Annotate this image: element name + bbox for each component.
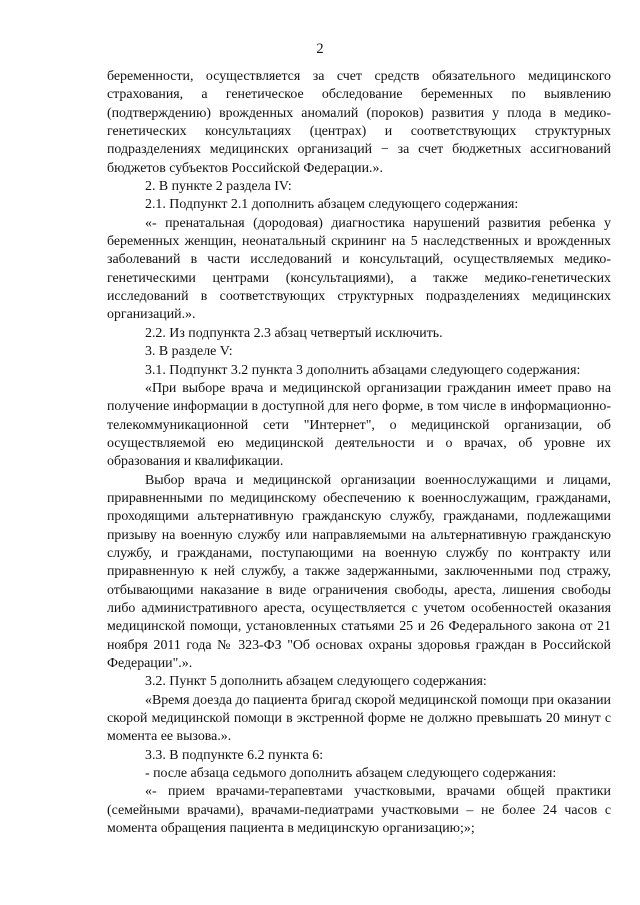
- paragraph-after-seventh: - после абзаца седьмого дополнить абзацем следующего содержания:: [145, 766, 557, 782]
- item-2-1: 2.1. Подпункт 2.1 дополнить абзацем следующего содержания:: [145, 197, 519, 213]
- quoted-paragraph-ambulance: «Время доезда до пациента бригад скорой медицинской помощи при оказании скорой медицинской помощи в экстренной форме не должно превышать 20 минут с момента ее вызова.».: [107, 692, 611, 745]
- item-3-2: 3.2. Пункт 5 дополнить абзацем следующего содержания:: [145, 674, 487, 690]
- page-number: 2: [316, 41, 324, 57]
- item-2-heading: 2. В пункте 2 раздела IV:: [145, 179, 292, 195]
- quoted-paragraph-reception: «- прием врачами-терапевтами участковыми, врачами общей практики (семейными врачами), врачами-педиатрами участковыми – не более 24 часов с момента обращения пациента в медицинскую организацию;»;: [107, 784, 611, 837]
- item-2-2: 2.2. Из подпункта 2.3 абзац четвертый исключить.: [145, 325, 443, 341]
- quoted-paragraph-prenatal: «- пренатальная (дородовая) диагностика нарушений развития ребенка у беременных женщин, неонатальный скрининг на 5 наследственных и врожденных заболеваний в части исследований и консультаций, осуществляемых медико-генетическими центрами (консультациями), а также медико-генетических исследований в соответствующих структурных подразделениях медицинских организаций.».: [107, 215, 611, 323]
- item-3-1: 3.1. Подпункт 3.2 пункта 3 дополнить абзацами следующего содержания:: [145, 362, 581, 378]
- quoted-paragraph-choice: «При выборе врача и медицинской организации гражданин имеет право на получение информации в доступной для него форме, в том числе в информационно-телекоммуникационной сети "Интернет", о медицинской организации, об осуществляемой ею медицинской деятельности и о врачах, об уровне их образования и квалификации.: [107, 380, 611, 470]
- paragraph-continuation: беременности, осуществляется за счет средств обязательного медицинского страхования, а генетическое обследование беременных по выявлению (подтверждению) врожденных аномалий (пороков) развития у плода в медико-генетических консультациях (центрах) и соответствующих структурных подразделениях медицинских организаций − за счет бюджетных ассигнований бюджетов субъектов Российской Федерации.».: [107, 69, 611, 176]
- item-3-3: 3.3. В подпункте 6.2 пункта 6:: [145, 747, 324, 763]
- document-body: [107, 68, 611, 838]
- paragraph-military: Выбор врача и медицинской организации военнослужащими и лицами, приравненными по медицинскому обеспечению к военнослужащим, гражданами, проходящими альтернативную гражданскую службу, гражданами, подлежащими призыву на военную службу или направляемыми на альтернативную гражданскую службу, и гражданами, поступающими на военную службу по контракту или приравненную к ней службу, а также задержанными, заключенными под стражу, отбывающими наказание в виде ограничения свободы, ареста, лишения свободы либо административного ареста, осуществляется с учетом особенностей оказания медицинской помощи, установленных статьями 25 и 26 Федерального закона от 21 ноября 2011 года № 323-ФЗ "Об основах охраны здоровья граждан в Российской Федерации".».: [107, 472, 611, 671]
- item-3-heading: 3. В разделе V:: [145, 344, 233, 360]
